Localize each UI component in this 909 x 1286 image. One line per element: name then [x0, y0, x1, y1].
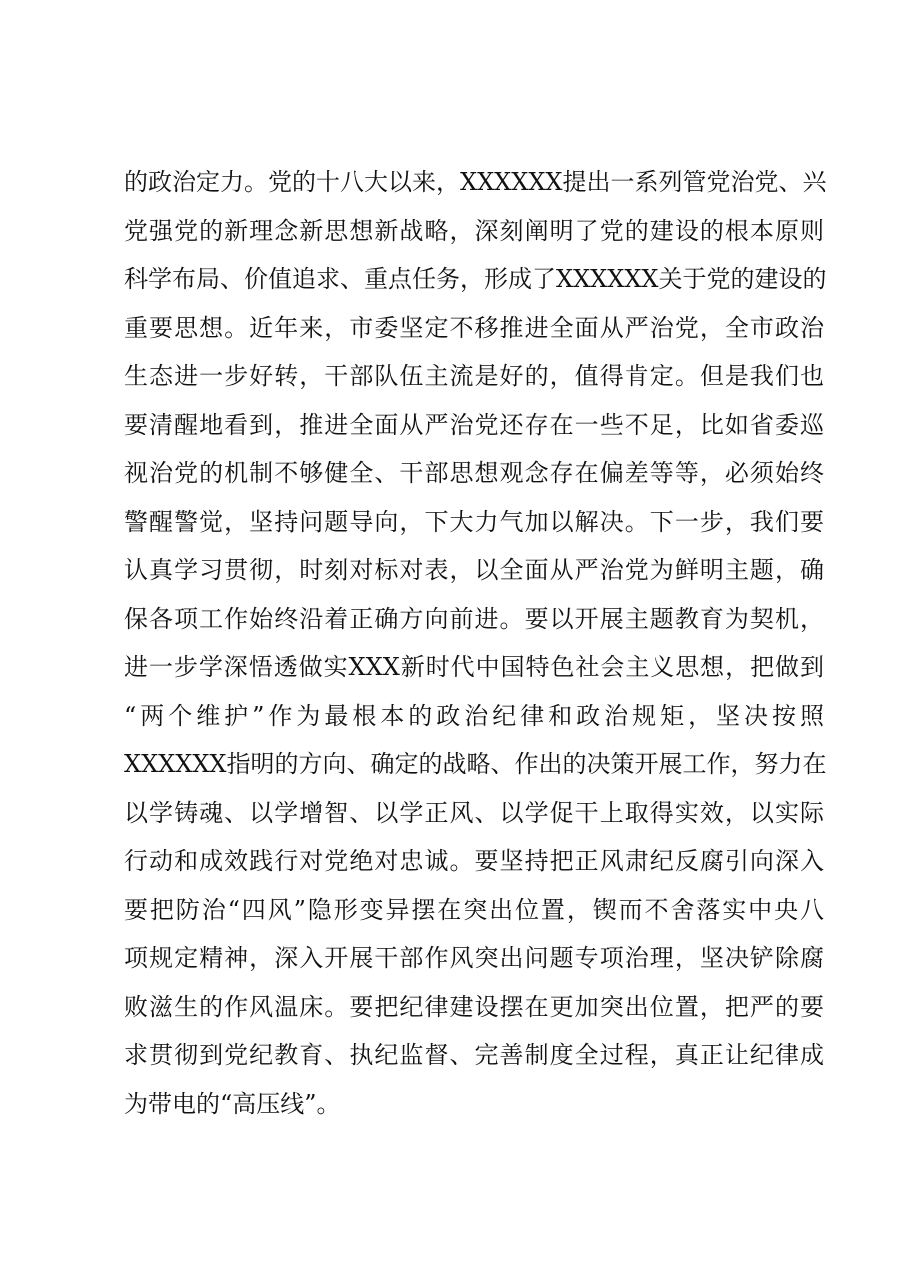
text-line: 行动和成效践行对党绝对忠诚。要坚持把正风肃纪反腐引向深入	[124, 847, 824, 875]
text-line: 为带电的“高压线”。	[124, 1089, 341, 1118]
text-line: 重要思想。近年来，市委坚定不移推进全面从严治党，全市政治	[124, 313, 824, 342]
text-line: 保各项工作始终沿着正确方向前进。要以开展主题教育为契机，	[124, 604, 824, 633]
text-line: 进一步学深悟透做实XXX新时代中国特色社会主义思想，把做到	[124, 653, 824, 681]
text-line: 党强党的新理念新思想新战略，深刻阐明了党的建设的根本原则	[124, 216, 824, 245]
text-line: 认真学习贯彻，时刻对标对表，以全面从严治党为鲜明主题，确	[124, 556, 824, 584]
text-line: 要把防治“四风”隐形变异摆在突出位置，锲而不舍落实中央八	[124, 895, 824, 924]
text-line: 科学布局、价值追求、重点任务，形成了XXXXXX关于党的建设的	[124, 265, 827, 293]
text-line: 生态进一步好转，干部队伍主流是好的，值得肯定。但是我们也	[124, 362, 824, 390]
text-line: 以学铸魂、以学增智、以学正风、以学促干上取得实效，以实际	[124, 798, 824, 827]
text-line: 败滋生的作风温床。要把纪律建设摆在更加突出位置，把严的要	[124, 992, 824, 1021]
body-paragraph	[124, 158, 827, 1128]
text-line: 视治党的机制不够健全、干部思想观念存在偏差等等，必须始终	[124, 459, 824, 487]
text-line: “两个维护”作为最根本的政治纪律和政治规矩，坚决按照	[124, 701, 824, 730]
text-line: 的政治定力。党的十八大以来，XXXXXX提出一系列管党治党、兴	[124, 168, 827, 196]
text-line: 警醒警觉，坚持问题导向，下大力气加以解决。下一步，我们要	[124, 507, 824, 536]
text-line: XXXXXX指明的方向、确定的战略、作出的决策开展工作，努力在	[124, 750, 827, 778]
text-line: 项规定精神，深入开展干部作风突出问题专项治理，坚决铲除腐	[124, 944, 824, 972]
text-line: 要清醒地看到，推进全面从严治党还存在一些不足，比如省委巡	[124, 410, 824, 439]
text-line: 求贯彻到党纪教育、执纪监督、完善制度全过程，真正让纪律成	[124, 1041, 824, 1069]
